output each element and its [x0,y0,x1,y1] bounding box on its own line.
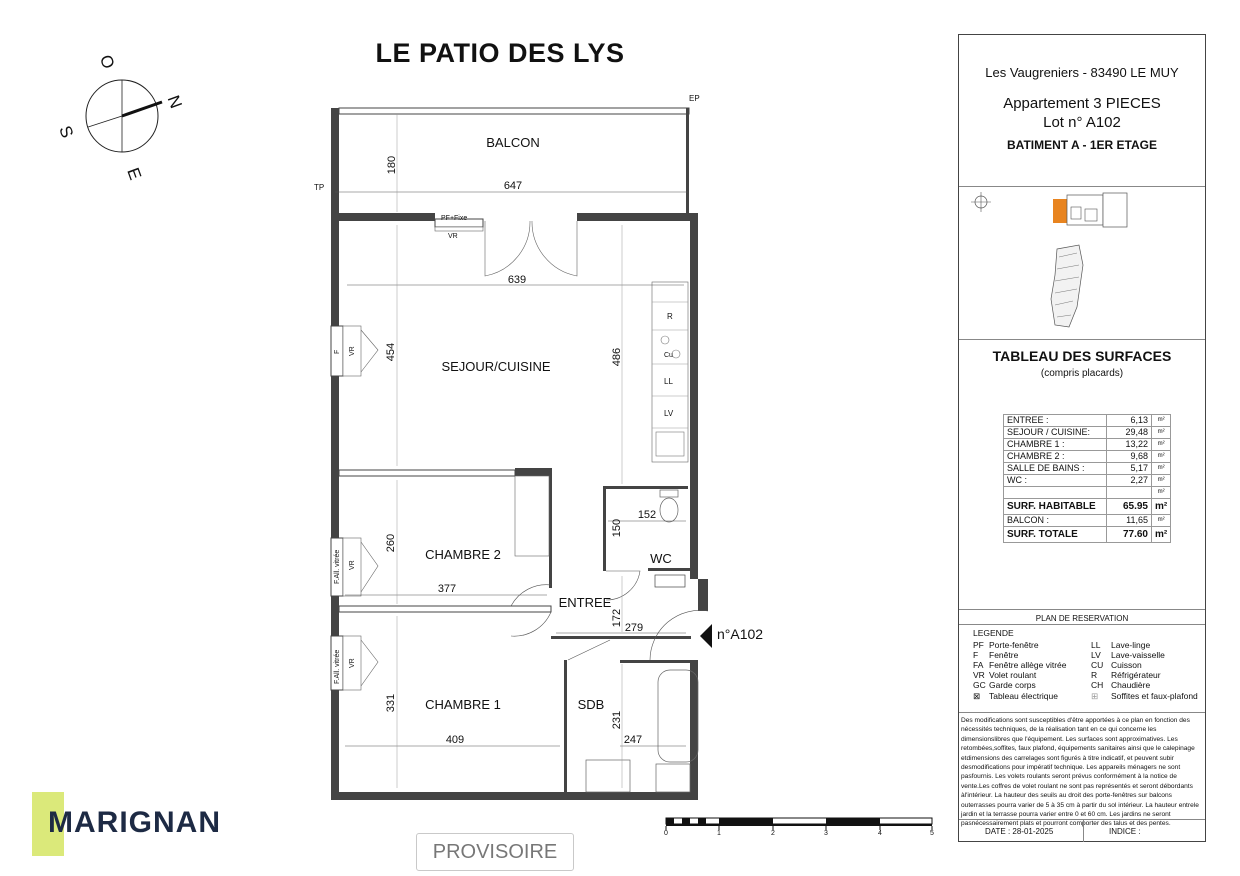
room-entree: ENTREE [558,595,612,610]
surfaces-table-subtitle: (compris placards) [1040,368,1124,379]
building-floor: BATIMENT A - 1ER ETAGE [1007,138,1157,152]
scale-tick: 1 [717,830,721,837]
legend-item: CH Chaudière [1091,680,1151,690]
dim-331: 331 [385,693,397,713]
room-balcon: BALCON [486,135,540,150]
total-row: SURF. TOTALE 77.60 m² [1004,527,1171,543]
scale-tick: 3 [824,830,828,837]
legend-item: CU Cuisson [1091,660,1142,670]
electrical-panel-icon: ⊠ [973,691,981,701]
project-info [959,35,1205,187]
floor-plan [300,88,780,820]
compass-south: S [55,123,78,141]
soffit-icon: ⊞ [1091,691,1099,701]
compass-north: N [163,92,186,111]
indice: INDICE : [1109,827,1141,836]
surfaces-section [959,340,1205,610]
table-row: SEJOUR / CUISINE: 29,48 m² [1004,427,1171,439]
dim-260: 260 [385,533,397,553]
date: DATE : 28-01-2025 [985,827,1054,836]
legend-title: LEGENDE [973,628,1014,638]
location-mini-plan [959,187,1205,340]
legend-item: LL Lave-linge [1091,640,1151,650]
label-vr-sejour: VR [349,346,356,356]
label-tp: TP [314,183,325,192]
label-ep: EP [689,94,700,103]
surfaces-table [1003,414,1171,543]
label-f: F [334,349,341,354]
dim-279: 279 [624,622,644,634]
apartment-type: Appartement 3 PIECES [1003,95,1161,112]
balcony-guardrail [339,108,689,114]
disclaimer: Des modifications sont susceptibles d'être apportées à ce plan en fonction des nécessités techniques, de la réalisation tant en ce qui concerne les dimensionslibres que l'équipement. Les surfaces sont approximatives. Les retombées,soffites, faux plafond, équipements sanitaires ainsi que le calepinage etdimensions des carrelages sont figurés à titre indicatif, et peuvent subir desmodifications pour impératif technique. Les appareils ménagers ne sont pasfournis. Les volets roulants seront prévus conformément à la notice de vente.Les coffres de volet roulant ne sont pas représentés et seront débordants àl'intérieur. La hauteur des seuils au droit des porte-fenêtres sur balcons outerrasses pourra varier de 5 à 35 cm à partir du sol intérieur. La hauteur entrele jardin et la terrasse pourra varier entre 0 et 60 cm. Les jardins ne seront pasnécessairement plats et pourront comporter des talus et des pentes. [961,717,1199,828]
dim-152: 152 [637,509,657,521]
label-lv: LV [664,409,674,418]
surfaces-table-title: TABLEAU DES SURFACES [992,348,1172,364]
label-vr-top: VR [448,233,458,240]
label-vr-chambre1: VR [349,658,356,668]
legend-item: F Fenêtre [973,650,1019,660]
scale-bar [660,812,950,846]
dim-231: 231 [611,710,623,730]
plan-reservation-label: PLAN DE RESERVATION [1035,614,1129,623]
label-ll: LL [664,377,673,386]
table-row: ENTREE : 6,13 m² [1004,415,1171,427]
provisoire-stamp: PROVISOIRE [416,833,574,871]
label-cu: Cu [664,352,673,359]
room-wc: WC [650,551,672,566]
room-chambre2: CHAMBRE 2 [425,547,501,562]
balcon-row: BALCON : 11,65 m² [1004,515,1171,527]
compass-east: E [123,165,146,183]
table-row: SALLE DE BAINS : 5,17 m² [1004,463,1171,475]
compass [50,44,210,194]
room-sdb: SDB [577,697,605,712]
footer-info [959,820,1205,842]
scale-tick: 2 [771,830,775,837]
legend-item: GC Garde corps [973,680,1036,690]
habitable-row: SURF. HABITABLE 65.95 m² [1004,499,1171,515]
table-row: WC : 2,27 m² [1004,475,1171,487]
table-row: CHAMBRE 1 : 13,22 m² [1004,439,1171,451]
scale-tick: 5 [930,830,934,837]
dim-150: 150 [611,518,623,538]
dim-454: 454 [385,342,397,362]
legend-item: VR Volet roulant [973,670,1037,680]
dim-377: 377 [437,583,457,595]
lot-marker: n°A102 [717,626,764,642]
legend-item: FA Fenêtre allège vitrée [973,660,1067,670]
dim-247: 247 [623,734,643,746]
marignan-logo [32,792,242,858]
table-row: CHAMBRE 2 : 9,68 m² [1004,451,1171,463]
legend-item: LV Lave-vaisselle [1091,650,1165,660]
scale-tick: 4 [878,830,882,837]
legend-section [959,610,1205,828]
label-fa-chambre2: F.All. vitrée [334,549,341,584]
dim-180: 180 [386,155,398,175]
site-plan-icon [959,187,1207,340]
dim-172: 172 [611,608,623,628]
balcony-wall-left [331,108,339,213]
lot-number: Lot n° A102 [1043,114,1121,131]
legend-item: R Réfrigérateur [1091,670,1161,680]
entrance-arrow-icon [700,624,712,648]
legend-item: ⊠ Tableau électrique [973,691,1058,701]
label-fa-chambre1: F.All. vitrée [334,649,341,684]
legend-item: ⊞ Soffites et faux-plafond [1091,691,1198,701]
label-r: R [667,312,673,321]
label-pf-fixe: PF+Fixe [441,215,468,222]
dim-409: 409 [445,734,465,746]
room-sejour: SEJOUR/CUISINE [441,359,551,374]
label-vr-chambre2: VR [349,560,356,570]
legend-item: PF Porte-fenêtre [973,640,1039,650]
dim-647: 647 [503,180,523,192]
scale-tick: 0 [664,830,668,837]
table-row: m² [1004,487,1171,499]
compass-west: O [95,52,119,72]
dim-486: 486 [611,347,623,367]
logo-text: MARIGNAN [48,806,221,839]
room-chambre1: CHAMBRE 1 [425,697,501,712]
page-title: LE PATIO DES LYS [375,38,625,68]
address: Les Vaugreniers - 83490 LE MUY [985,65,1179,80]
title-block [958,34,1206,842]
dim-639: 639 [507,274,527,286]
